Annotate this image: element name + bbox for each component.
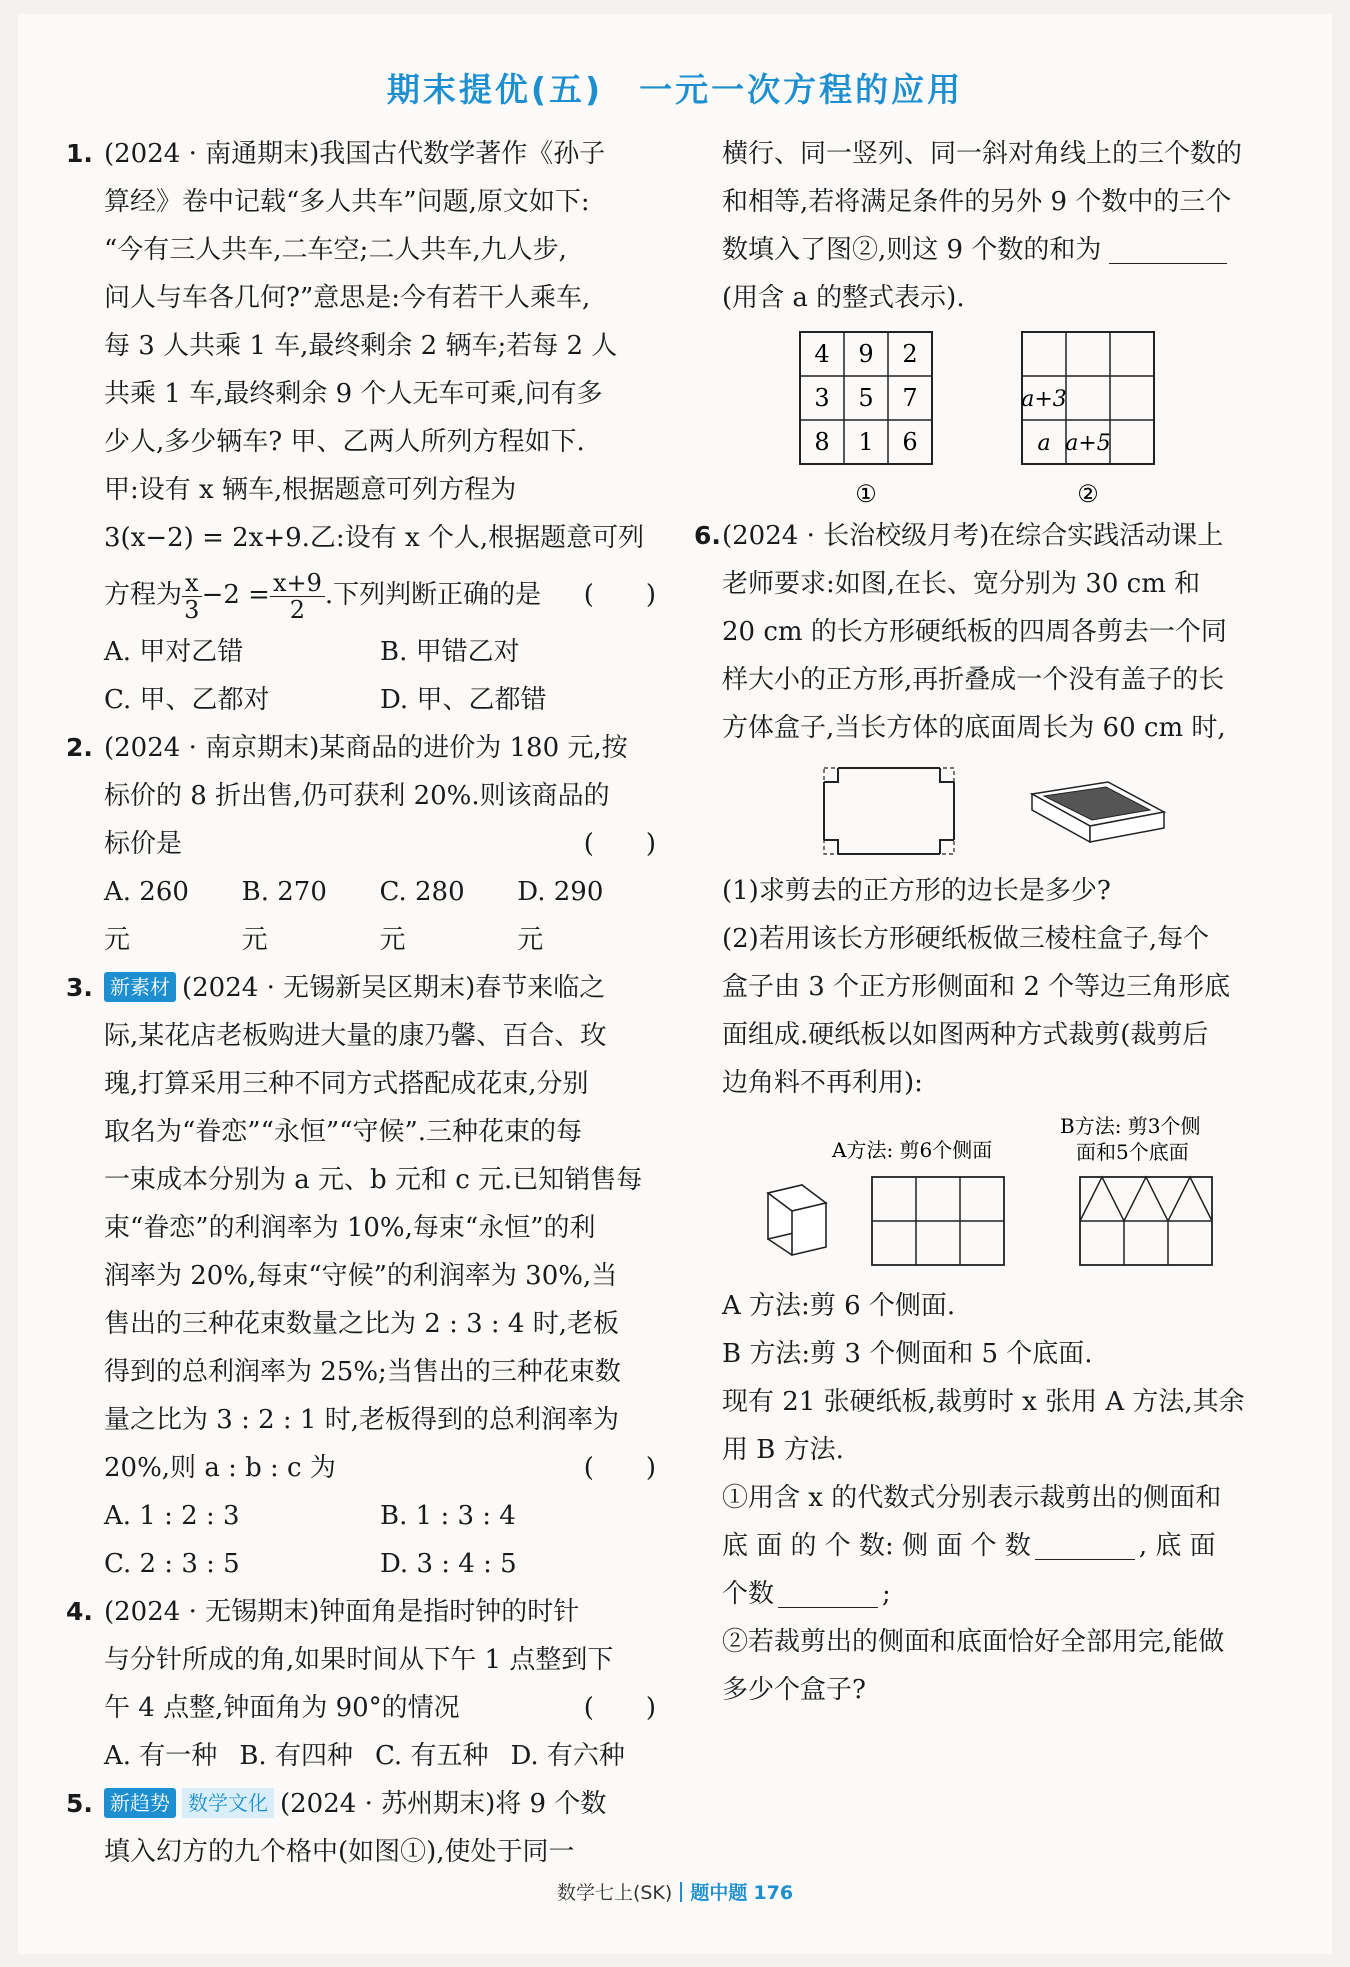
question-line: 个数 ; — [722, 1579, 891, 1609]
options-row — [66, 1492, 656, 1540]
question-line: 现有 21 张硬纸板,裁剪时 x 张用 A 方法,其余 — [722, 1387, 1245, 1417]
prism-figure — [768, 1185, 826, 1255]
cut-board-figure — [824, 768, 954, 854]
question-line: 填入幻方的九个格中(如图①),使处于同一 — [104, 1837, 575, 1867]
page-title: 期末提优(五) 一元一次方程的应用 — [386, 70, 964, 109]
question-line: 横行、同一竖列、同一斜对角线上的三个数的 — [722, 139, 1243, 169]
grid-cell: 4 — [814, 340, 830, 368]
method-b-grid — [1080, 1177, 1212, 1265]
question-line: 面组成.硬纸板以如图两种方式裁剪(裁剪后 — [722, 1020, 1209, 1050]
question-line: 底 面 的 个 数: 侧 面 个 数 , 底 面 — [722, 1531, 1216, 1561]
question-line: ①用含 x 的代数式分别表示裁剪出的侧面和 — [722, 1483, 1222, 1513]
grid-cell: a+3 — [1021, 387, 1067, 412]
answer-paren: ( ) — [583, 580, 656, 610]
options-row — [66, 676, 656, 724]
question-line: 1. (2024 · 南通期末)我国古代数学著作《孙子 — [66, 130, 656, 178]
question-line: 问人与车各几何?”意思是:今有若干人乘车, — [104, 283, 591, 313]
option-a: A. 有一种 — [104, 1741, 218, 1771]
method-a-grid — [872, 1177, 1004, 1265]
math-culture-tag: 数学文化 — [182, 1788, 274, 1818]
equation-line: 方程为 $\frac{x}{3}$ −2 = $\frac{x+9}{2}$ .下列判断正确的是 ( ) — [66, 562, 656, 628]
sub-question-2: (2)若用该长方形硬纸板做三棱柱盒子,每个 — [722, 924, 1210, 954]
page-footer — [0, 1878, 1350, 1905]
magic-square-svg — [722, 322, 1284, 512]
question-line: 20%,则 a : b : c 为 ( ) — [66, 1444, 656, 1492]
grid-cell: 3 — [814, 384, 830, 412]
question-line: 20 cm 的长方形硬纸板的四周各剪去一个同 — [722, 617, 1227, 647]
magic-square-2 — [1021, 332, 1154, 508]
answer-blank[interactable] — [1109, 233, 1227, 264]
option-d: D. 290 元 — [517, 877, 604, 955]
figure-label: ① — [855, 480, 877, 508]
grid-cell: 7 — [902, 384, 918, 412]
question-line: 量之比为 3 : 2 : 1 时,老板得到的总利润率为 — [104, 1405, 619, 1435]
option-b: B. 甲错乙对 — [380, 637, 520, 667]
question-line: 际,某花店老板购进大量的康乃馨、百合、玫 — [104, 1021, 607, 1051]
option-a: A. 1 : 2 : 3 — [104, 1501, 240, 1531]
method-a-label: A方法: 剪6个侧面 — [832, 1138, 993, 1162]
cutting-method-figures — [722, 1107, 1284, 1282]
question-line: 用 B 方法. — [722, 1435, 844, 1465]
question-line: B 方法:剪 3 个侧面和 5 个底面. — [722, 1339, 1093, 1369]
option-a: A. 甲对乙错 — [104, 637, 244, 667]
option-b: B. 有四种 — [239, 1741, 353, 1771]
answer-paren: ( ) — [583, 1693, 656, 1723]
question-line: 5. 新趋势 数学文化 (2024 · 苏州期末)将 9 个数 — [66, 1780, 656, 1828]
grid-cell: a — [1037, 431, 1051, 456]
sub-question-1: (1)求剪去的正方形的边长是多少? — [722, 876, 1111, 906]
series-name: 题中题 — [690, 1882, 748, 1904]
question-number: 6. — [694, 521, 721, 550]
option-d: D. 甲、乙都错 — [380, 685, 547, 715]
question-line: (用含 a 的整式表示). — [722, 283, 965, 313]
question-line: ②若裁剪出的侧面和底面恰好全部用完,能做 — [722, 1627, 1225, 1657]
fraction: $\frac{x}{3}$ — [182, 570, 202, 623]
page-number: 176 — [753, 1882, 794, 1904]
grid-cell: 8 — [814, 428, 830, 456]
question-line: 得到的总利润率为 25%;当售出的三种花束数 — [104, 1357, 621, 1387]
question-line: 老师要求:如图,在长、宽分别为 30 cm 和 — [722, 569, 1201, 599]
option-c: C. 有五种 — [374, 1741, 489, 1771]
answer-paren: ( ) — [583, 829, 656, 859]
method-b-label-line2: 面和5个底面 — [1076, 1140, 1189, 1164]
option-d: D. 有六种 — [510, 1741, 625, 1771]
question-line: 4. (2024 · 无锡期末)钟面角是指时钟的时针 — [66, 1588, 656, 1636]
base-count-blank[interactable] — [778, 1577, 878, 1608]
question-line: 午 4 点整,钟面角为 90°的情况 ( ) — [66, 1684, 656, 1732]
magic-square-1 — [800, 332, 932, 508]
footer-divider — [680, 1882, 682, 1902]
option-d: D. 3 : 4 : 5 — [380, 1549, 517, 1579]
method-b-label-line1: B方法: 剪3个侧 — [1060, 1114, 1201, 1138]
question-number: 3. — [66, 973, 93, 1002]
question-line: 标价的 8 折出售,仍可获利 20%.则该商品的 — [104, 781, 610, 811]
new-trend-tag: 新趋势 — [104, 1788, 176, 1818]
options-row — [66, 1732, 656, 1780]
question-number: 1. — [66, 139, 93, 168]
question-line: 3. 新素材 (2024 · 无锡新吴区期末)春节来临之 — [66, 964, 656, 1012]
question-line: 方体盒子,当长方体的底面周长为 60 cm 时, — [722, 713, 1226, 743]
option-c: C. 280 元 — [379, 877, 465, 955]
option-c: C. 甲、乙都对 — [104, 685, 270, 715]
question-line: 每 3 人共乘 1 车,最终剩余 2 辆车;若每 2 人 — [104, 331, 618, 361]
question-5 — [66, 1780, 656, 1876]
question-line: 取名为“眷恋”“永恒”“守候”.三种花束的每 — [104, 1117, 583, 1147]
box-figures — [722, 752, 1284, 867]
options-row — [66, 868, 656, 964]
question-line: “今有三人共车,二车空;二人共车,九人步, — [104, 235, 567, 265]
options-row — [66, 628, 656, 676]
option-b: B. 1 : 3 : 4 — [380, 1501, 516, 1531]
option-a: A. 260 元 — [104, 877, 189, 955]
question-line: 束“眷恋”的利润率为 10%,每束“永恒”的利 — [104, 1213, 596, 1243]
question-line: 6. (2024 · 长治校级月考)在综合实践活动课上 — [694, 512, 1284, 560]
grid-cell: 6 — [902, 428, 918, 456]
question-6 — [694, 512, 1284, 560]
open-box-figure — [1032, 782, 1164, 842]
question-line: 2. (2024 · 南京期末)某商品的进价为 180 元,按 — [66, 724, 656, 772]
left-column — [66, 130, 656, 1876]
figure-label: ② — [1077, 480, 1099, 508]
side-count-blank[interactable] — [1035, 1529, 1135, 1560]
new-material-tag: 新素材 — [104, 972, 176, 1002]
grid-cell: 1 — [858, 428, 874, 456]
question-line: 数填入了图②,则这 9 个数的和为 — [722, 226, 1284, 274]
question-line: 算经》卷中记载“多人共车”问题,原文如下: — [104, 187, 590, 217]
question-line: 甲:设有 x 辆车,根据题意可列方程为 — [104, 475, 517, 505]
grid-cell: 5 — [858, 384, 874, 412]
question-number: 5. — [66, 1789, 93, 1818]
question-line: 多少个盒子? — [722, 1675, 866, 1705]
question-line: 样大小的正方形,再折叠成一个没有盖子的长 — [722, 665, 1225, 695]
question-number: 2. — [66, 733, 93, 762]
question-line: A 方法:剪 6 个侧面. — [722, 1291, 956, 1321]
question-3 — [66, 964, 656, 1588]
question-number: 4. — [66, 1597, 93, 1626]
grid-cell: 2 — [902, 340, 918, 368]
question-line: 和相等,若将满足条件的另外 9 个数中的三个 — [722, 187, 1232, 217]
options-row — [66, 1540, 656, 1588]
question-line: 售出的三种花束数量之比为 2 : 3 : 4 时,老板 — [104, 1309, 619, 1339]
option-b: B. 270 元 — [241, 877, 327, 955]
question-line: 3(x−2) = 2x+9.乙:设有 x 个人,根据题意可列 — [104, 523, 645, 553]
question-line: 盒子由 3 个正方形侧面和 2 个等边三角形底 — [722, 972, 1231, 1002]
question-line: 少人,多少辆车? 甲、乙两人所列方程如下. — [104, 427, 585, 457]
grid-cell: 9 — [858, 340, 874, 368]
question-line: 一束成本分别为 a 元、b 元和 c 元.已知销售每 — [104, 1165, 643, 1195]
grid-cell: a+5 — [1065, 431, 1111, 456]
question-line: 标价是 ( ) — [66, 820, 656, 868]
book-title: 数学七上(SK) — [556, 1882, 673, 1904]
box-figures-svg — [722, 752, 1284, 867]
question-line: 与分针所成的角,如果时间从下午 1 点整到下 — [104, 1645, 614, 1675]
cutting-methods-svg — [722, 1107, 1284, 1282]
question-2 — [66, 724, 656, 964]
question-4 — [66, 1588, 656, 1780]
right-column — [694, 130, 1284, 1714]
fraction: $\frac{x+9}{2}$ — [270, 570, 325, 623]
question-line: 瑰,打算采用三种不同方式搭配成花束,分别 — [104, 1069, 589, 1099]
question-1 — [66, 130, 656, 724]
question-line: 共乘 1 车,最终剩余 9 个人无车可乘,问有多 — [104, 379, 603, 409]
magic-square-figures — [722, 322, 1284, 512]
answer-paren: ( ) — [583, 1453, 656, 1483]
question-line: 润率为 20%,每束“守候”的利润率为 30%,当 — [104, 1261, 618, 1291]
question-line: 边角料不再利用): — [722, 1068, 923, 1098]
option-c: C. 2 : 3 : 5 — [104, 1549, 240, 1579]
